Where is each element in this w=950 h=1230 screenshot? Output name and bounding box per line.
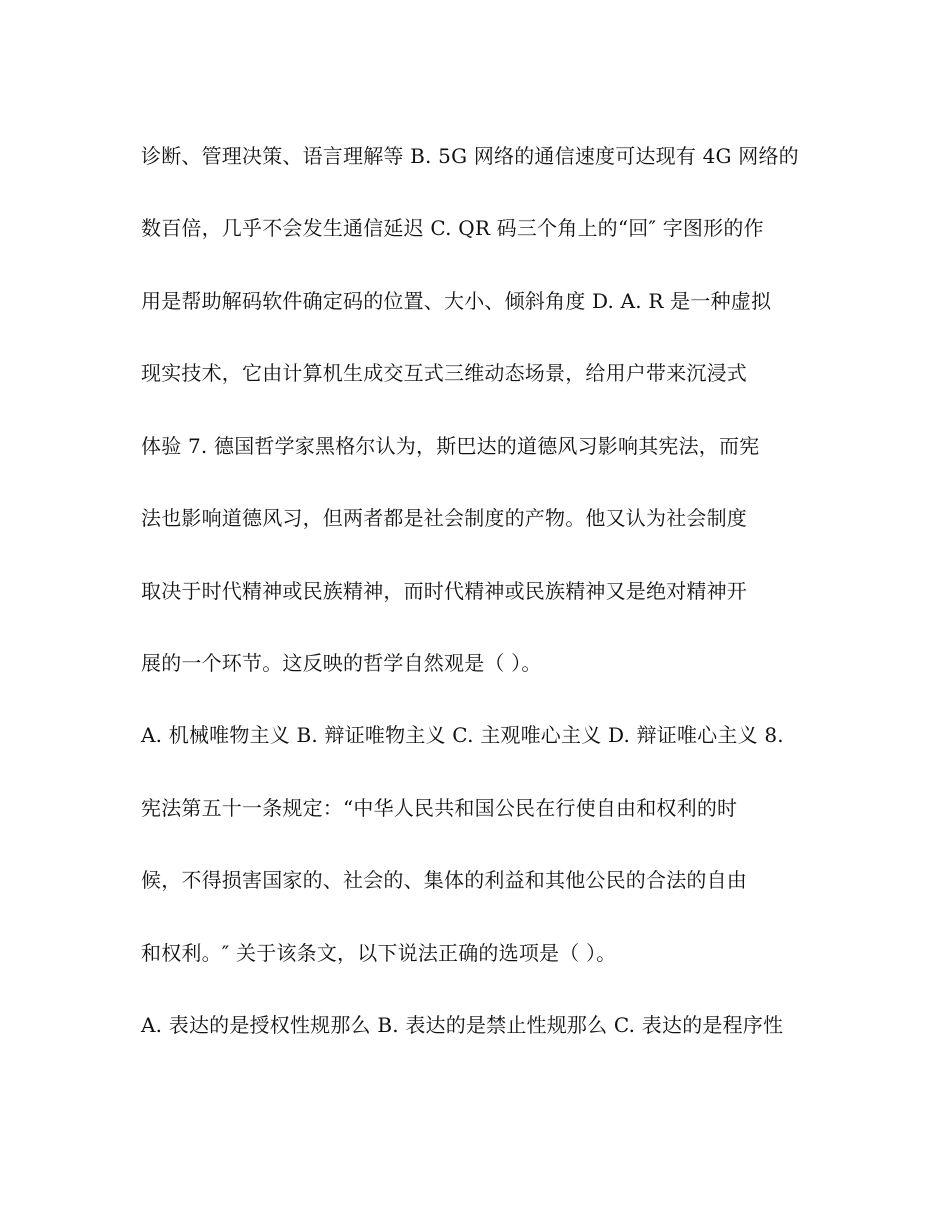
- text-line-6: 法也影响道德风习，但两者都是社会制度的产物。他又认为社会制度: [141, 506, 747, 530]
- text-line-3: 用是帮助解码软件确定码的位置、大小、倾斜角度 D. A. R 是一种虚拟: [141, 289, 772, 313]
- text-line-1: 诊断、管理决策、语言理解等 B. 5G 网络的通信速度可达现有 4G 网络的: [141, 144, 799, 168]
- text-line-4: 现实技术，它由计算机生成交互式三维动态场景，给用户带来沉浸式: [141, 361, 747, 385]
- text-line-11: 候，不得损害国家的、社会的、集体的利益和其他公民的合法的自由: [141, 868, 747, 892]
- text-line-2: 数百倍，几乎不会发生通信延迟 C. QR 码三个角上的“回″ 字图形的作: [141, 216, 764, 240]
- text-line-5: 体验 7. 德国哲学家黑格尔认为，斯巴达的道德风习影响其宪法，而宪: [141, 434, 760, 458]
- text-line-13: A. 表达的是授权性规那么 B. 表达的是禁止性规那么 C. 表达的是程序性: [141, 1013, 784, 1037]
- text-line-10: 宪法第五十一条规定：“中华人民共和国公民在行使自由和权利的时: [141, 796, 738, 820]
- text-line-12: 和权利。″ 关于该条文，以下说法正确的选项是（ ）。: [141, 941, 617, 965]
- text-line-7: 取决于时代精神或民族精神，而时代精神或民族精神又是绝对精神开: [141, 579, 747, 603]
- text-line-9: A. 机械唯物主义 B. 辩证唯物主义 C. 主观唯心主义 D. 辩证唯心主义 8.: [141, 723, 784, 747]
- text-line-8: 展的一个环节。这反映的哲学自然观是（ ）。: [141, 651, 542, 675]
